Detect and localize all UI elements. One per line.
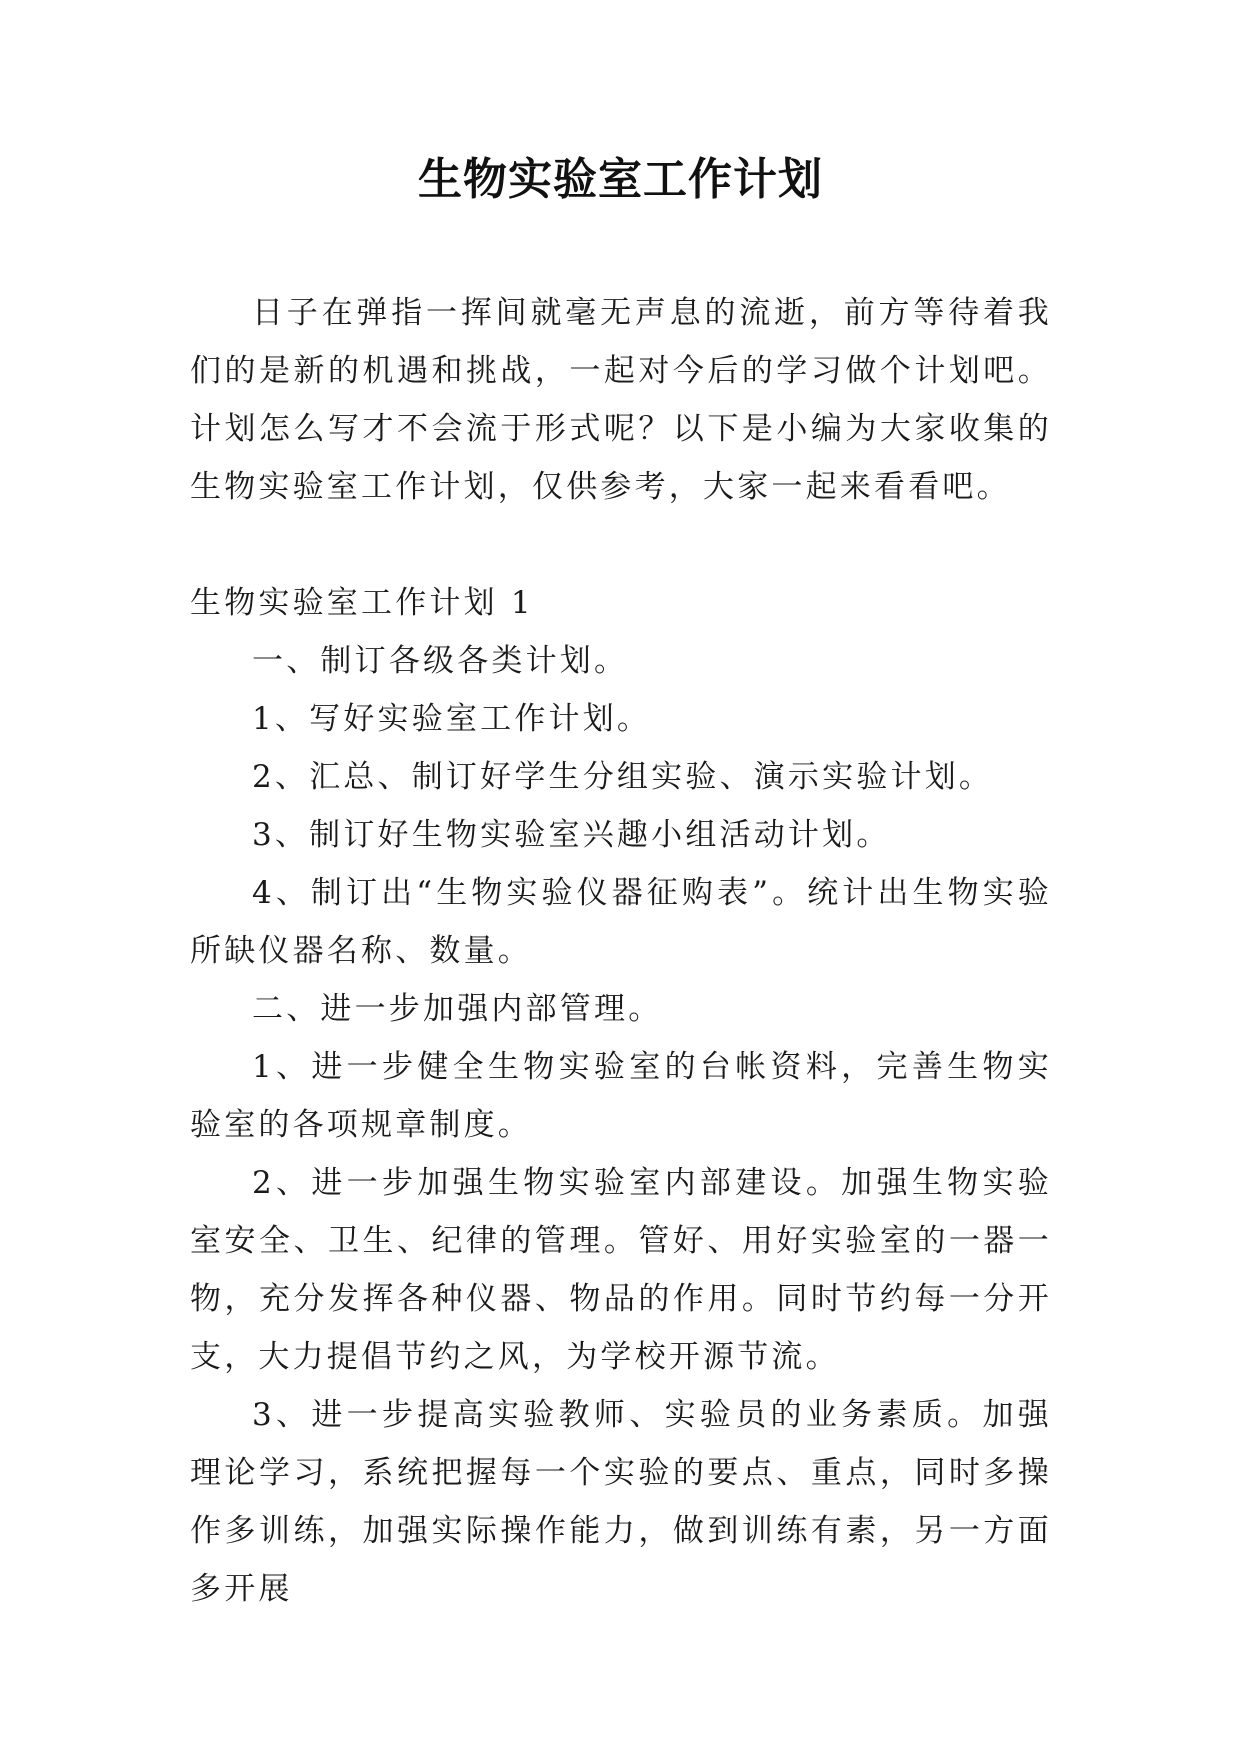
paragraph-5: 4、制订出“生物实验仪器征购表”。统计出生物实验所缺仪器名称、数量。: [190, 875, 1052, 969]
paragraph-8: 2、进一步加强生物实验室内部建设。加强生物实验室安全、卫生、纪律的管理。管好、用好实验室的一器一物，充分发挥各种仪器、物品的作用。同时节约每一分开支，大力提倡节约之风，为学校开源节流。: [190, 1165, 1052, 1375]
intro-paragraph: 日子在弹指一挥间就毫无声息的流逝，前方等待着我们的是新的机遇和挑战，一起对今后的学习做个计划吧。计划怎么写才不会流于形式呢？以下是小编为大家收集的生物实验室工作计划，仅供参考，大家一起来看看吧。: [190, 295, 1052, 505]
paragraph-6: 二、进一步加强内部管理。: [252, 991, 663, 1027]
document-title: 生物实验室工作计划: [418, 154, 823, 205]
paragraph-1: 一、制订各级各类计划。: [252, 643, 629, 679]
paragraph-9: 3、进一步提高实验教师、实验员的业务素质。加强理论学习，系统把握每一个实验的要点、重点，同时多操作多训练，加强实际操作能力，做到训练有素，另一方面多开展: [190, 1397, 1052, 1607]
paragraph-2: 1、写好实验室工作计划。: [252, 701, 652, 737]
paragraph-3: 2、汇总、制订好学生分组实验、演示实验计划。: [252, 759, 994, 795]
paragraph-4: 3、制订好生物实验室兴趣小组活动计划。: [252, 817, 891, 853]
section-heading: 生物实验室工作计划 1: [190, 585, 534, 621]
document-body: [190, 284, 1052, 1618]
paragraph-7: 1、进一步健全生物实验室的台帐资料，完善生物实验室的各项规章制度。: [190, 1049, 1052, 1143]
